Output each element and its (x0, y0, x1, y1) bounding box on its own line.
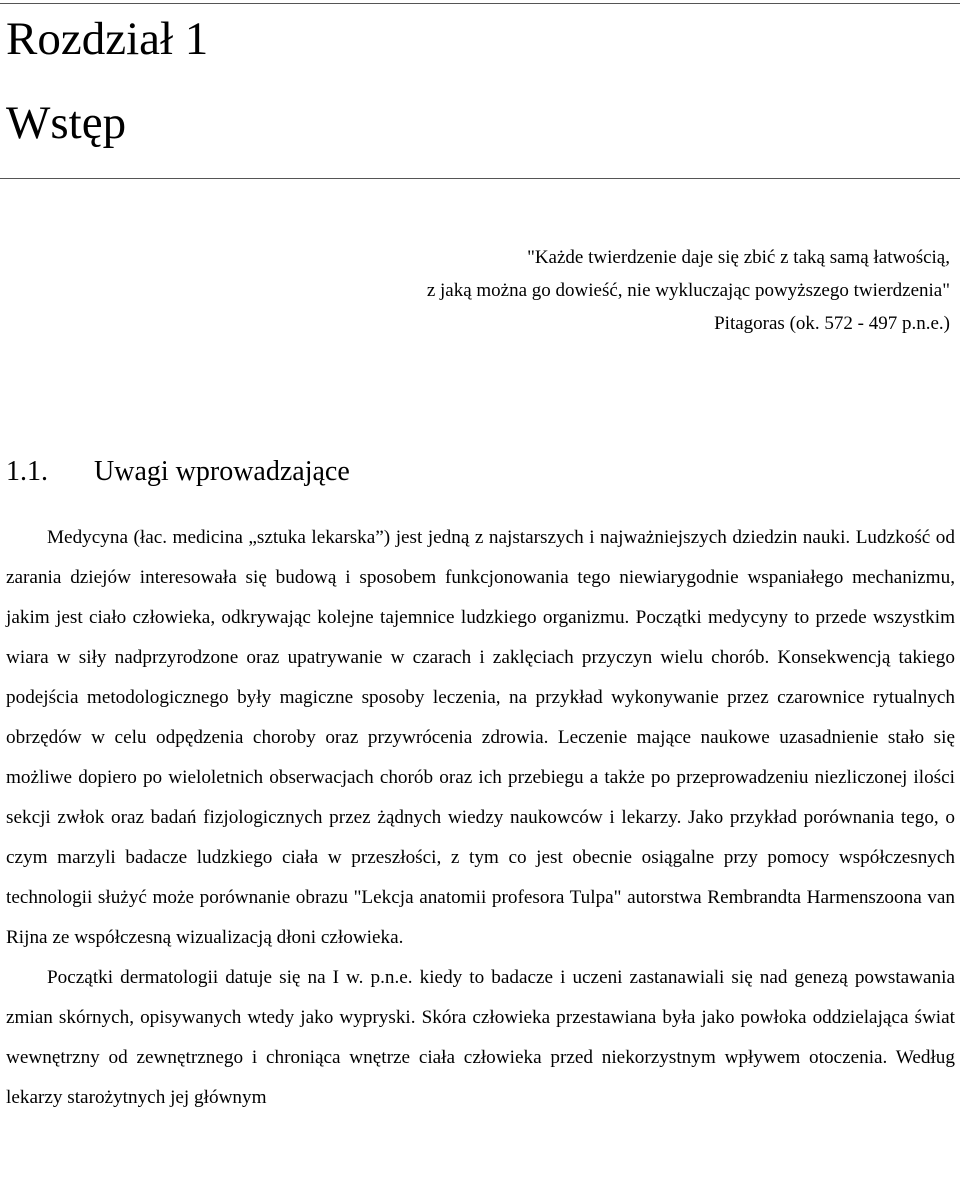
section-number: 1.1. (6, 456, 48, 487)
section-heading (6, 454, 350, 490)
chapter-divider (0, 178, 960, 179)
chapter-title: Wstęp (6, 97, 127, 149)
epigraph (150, 241, 950, 340)
top-rule (0, 3, 960, 4)
epigraph-quote-line-2: z jaką można go dowieść, nie wykluczając powyższego twierdzenia" (426, 280, 950, 301)
chapter-number: Rozdział 1 (6, 13, 209, 65)
section-title: Uwagi wprowadzające (94, 456, 350, 487)
paragraph: Początki dermatologii datuje się na I w. p.n.e. kiedy to badacze i uczeni zastanawiali się nad genezą powstawania zmian skórnych, opisywanych wtedy jako wypryski. Skóra człowieka przestawiana była jako powłoka oddzielająca świat wewnętrzny od zewnętrznego i chroniąca wnętrze ciała człowieka przed niekorzystnym wpływem otoczenia. Według lekarzy starożytnych jej głównym (6, 967, 955, 1108)
epigraph-quote-line-1: "Każde twierdzenie daje się zbić z taką samą łatwością, (527, 247, 950, 268)
epigraph-attribution: Pitagoras (ok. 572 - 497 p.n.e.) (714, 313, 950, 334)
body-text (6, 518, 955, 1118)
paragraph: Medycyna (łac. medicina „sztuka lekarska”) jest jedną z najstarszych i najważniejszych dziedzin nauki. Ludzkość od zarania dziejów interesowała się budową i sposobem funkcjonowania tego niewiarygodnie wspaniałego mechanizmu, jakim jest ciało człowieka, odkrywając kolejne tajemnice ludzkiego organizmu. Początki medycyny to przede wszystkim wiara w siły nadprzyrodzone oraz upatrywanie w czarach i zaklęciach przyczyn wielu chorób. Konsekwencją takiego podejścia metodologicznego były magiczne sposoby leczenia, na przykład wykonywanie przez czarownice rytualnych obrzędów w celu odpędzenia choroby oraz przywrócenia zdrowia. Leczenie mające naukowe uzasadnienie stało się możliwe dopiero po wieloletnich obserwacjach chorób oraz ich przebiegu a także po przeprowadzeniu niezliczonej ilości sekcji zwłok oraz badań fizjologicznych przez żądnych wiedzy naukowców i lekarzy. Jako przykład porównania tego, o czym marzyli badacze ludzkiego ciała w przeszłości, z tym co jest obecnie osiągalne przy pomocy współczesnych technologii służyć może porównanie obrazu "Lekcja anatomii profesora Tulpa" autorstwa Rembrandta Harmenszoona van Rijna ze współczesną wizualizacją dłoni człowieka. (6, 527, 955, 948)
